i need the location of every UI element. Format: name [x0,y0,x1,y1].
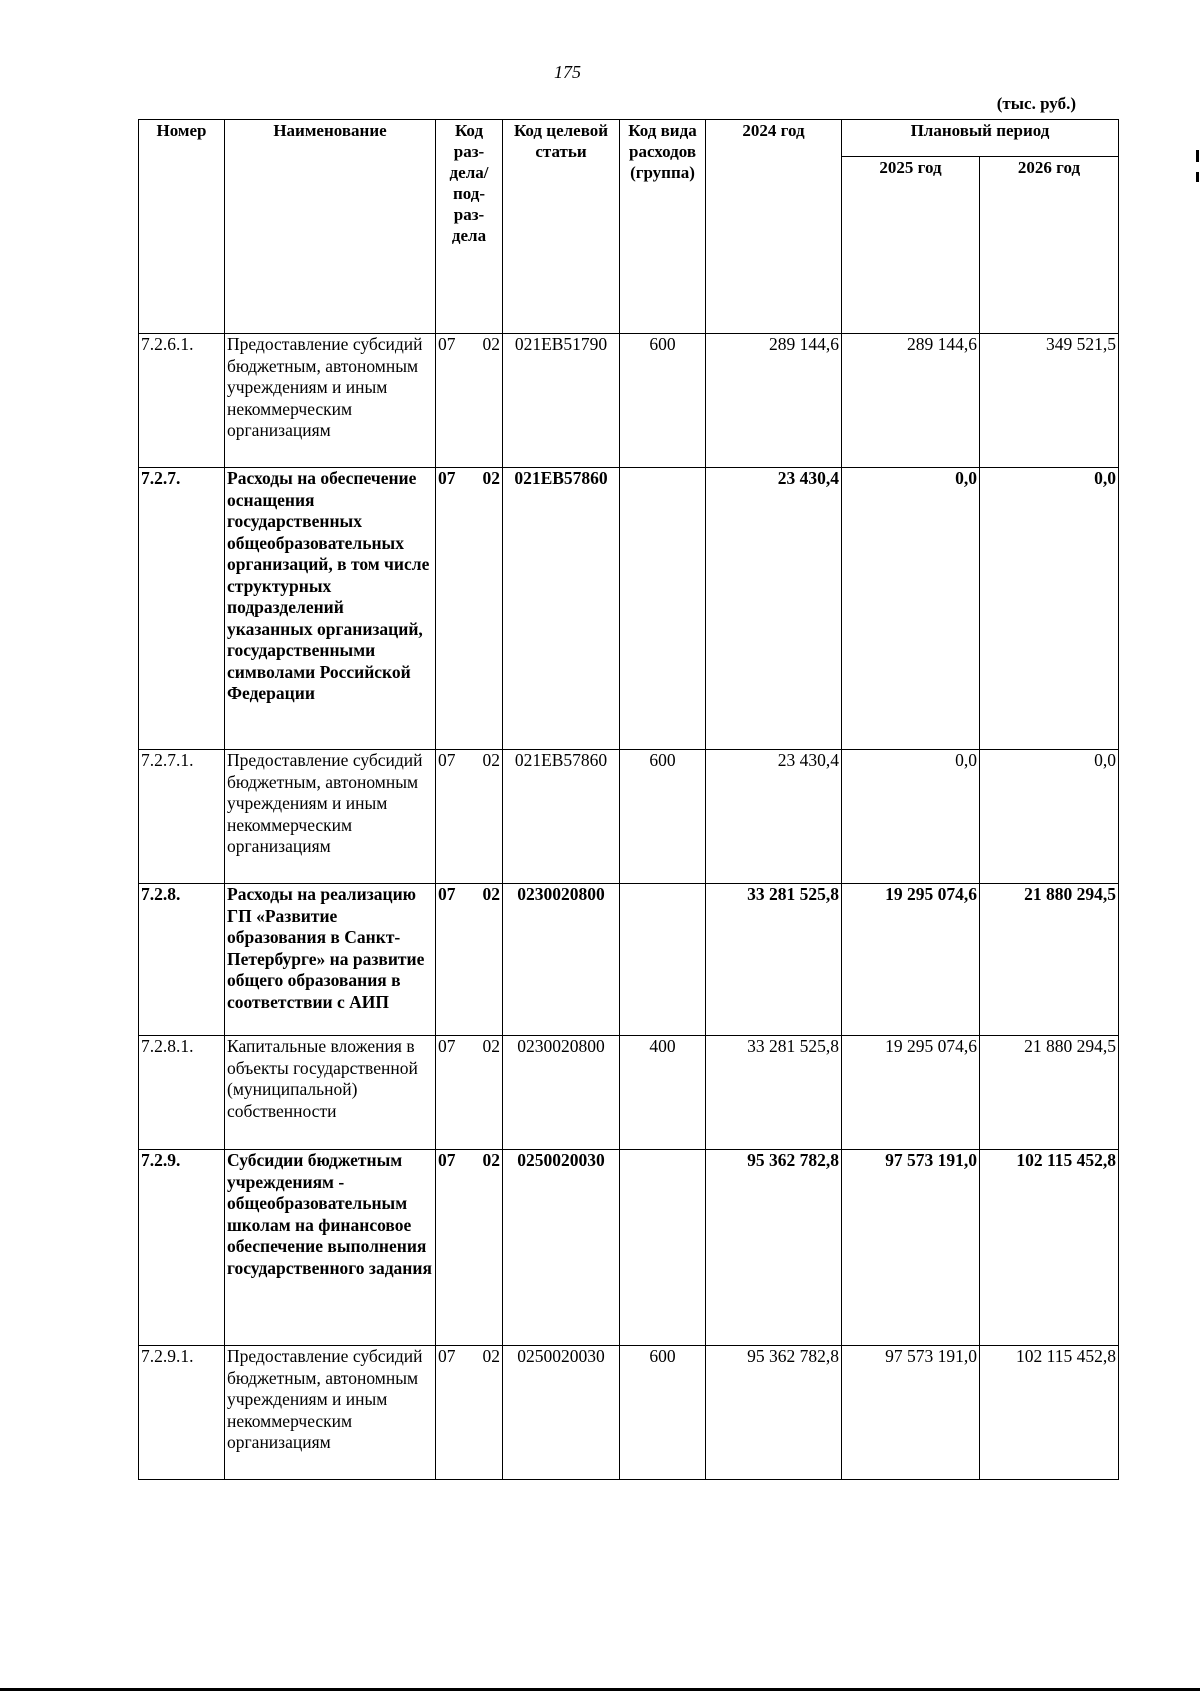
row-amount-2025: 97 573 191,0 [842,1346,980,1480]
row-amount-2025: 0,0 [842,750,980,884]
row-amount-2026: 349 521,5 [980,334,1119,468]
row-name: Предоставление субсидий бюджетным, автономным учреждениям и иным некоммерческим организациям [225,750,436,884]
row-subsection: 02 [482,334,500,354]
row-number: 7.2.7.1. [139,750,225,884]
page-number: 175 [554,62,581,82]
row-target-code: 0250020030 [503,1346,620,1480]
row-name: Субсидии бюджетным учреждениям - общеобразовательным школам на финансовое обеспечение выполнения государственного задания [225,1150,436,1346]
row-target-code: 021EB57860 [503,468,620,750]
table-row [139,1150,1119,1346]
scan-bottom-edge [0,1688,1200,1691]
row-amount-2024: 33 281 525,8 [706,1036,842,1150]
row-amount-2026: 21 880 294,5 [980,884,1119,1036]
row-section-code [436,750,503,884]
row-section: 07 [438,468,456,488]
row-section: 07 [438,884,456,904]
header-target-code: Код целевой статьи [503,120,620,334]
header-expense-kind: Код вида расходов (группа) [620,120,706,334]
row-name: Предоставление субсидий бюджетным, автономным учреждениям и иным некоммерческим организациям [225,334,436,468]
table-body [139,334,1119,1480]
header-year-2026: 2026 год [980,157,1119,334]
row-name: Капитальные вложения в объекты государственной (муниципальной) собственности [225,1036,436,1150]
scan-edge-mark [1196,150,1199,162]
table-row [139,884,1119,1036]
row-amount-2024: 95 362 782,8 [706,1150,842,1346]
header-planned-period: Плановый период [842,120,1119,157]
header-section-code: Код раз- дела/ под- раз- дела [436,120,503,334]
row-section-code [436,884,503,1036]
row-name: Расходы на реализацию ГП «Развитие образования в Санкт-Петербурге» на развитие общего образования в соответствии с АИП [225,884,436,1036]
scan-edge-mark [1196,172,1199,182]
row-section-code [436,1346,503,1480]
row-name: Предоставление субсидий бюджетным, автономным учреждениям и иным некоммерческим организациям [225,1346,436,1480]
row-section-code [436,1036,503,1150]
table-row [139,1036,1119,1150]
row-number: 7.2.6.1. [139,334,225,468]
row-expense-kind: 400 [620,1036,706,1150]
row-amount-2025: 19 295 074,6 [842,884,980,1036]
budget-table [138,119,1119,1480]
row-amount-2024: 23 430,4 [706,468,842,750]
row-amount-2025: 97 573 191,0 [842,1150,980,1346]
row-target-code: 021EB51790 [503,334,620,468]
row-amount-2024: 95 362 782,8 [706,1346,842,1480]
row-amount-2024: 23 430,4 [706,750,842,884]
row-section: 07 [438,334,456,354]
row-target-code: 0230020800 [503,1036,620,1150]
row-subsection: 02 [482,1036,500,1056]
header-number: Номер [139,120,225,334]
row-section-code [436,468,503,750]
row-subsection: 02 [482,750,500,770]
row-expense-kind: 600 [620,1346,706,1480]
row-section-code [436,334,503,468]
row-number: 7.2.9. [139,1150,225,1346]
row-amount-2024: 289 144,6 [706,334,842,468]
row-expense-kind [620,1150,706,1346]
row-amount-2024: 33 281 525,8 [706,884,842,1036]
header-year-2024: 2024 год [706,120,842,334]
row-section: 07 [438,1346,456,1366]
row-amount-2026: 102 115 452,8 [980,1150,1119,1346]
row-expense-kind: 600 [620,750,706,884]
row-amount-2025: 19 295 074,6 [842,1036,980,1150]
row-subsection: 02 [482,468,500,488]
row-target-code: 0250020030 [503,1150,620,1346]
row-number: 7.2.9.1. [139,1346,225,1480]
row-target-code: 0230020800 [503,884,620,1036]
row-expense-kind: 600 [620,334,706,468]
row-expense-kind [620,884,706,1036]
row-amount-2026: 0,0 [980,468,1119,750]
row-amount-2026: 21 880 294,5 [980,1036,1119,1150]
table-row [139,750,1119,884]
row-section: 07 [438,750,456,770]
row-subsection: 02 [482,1346,500,1366]
row-subsection: 02 [482,884,500,904]
table-row [139,1346,1119,1480]
row-section: 07 [438,1150,456,1170]
row-name: Расходы на обеспечение оснащения государственных общеобразовательных организаций, в том числе структурных подразделений указанных организаций, государственными символами Российской Федерации [225,468,436,750]
table-row [139,468,1119,750]
header-year-2025: 2025 год [842,157,980,334]
row-amount-2026: 0,0 [980,750,1119,884]
row-number: 7.2.8.1. [139,1036,225,1150]
header-name: Наименование [225,120,436,334]
row-number: 7.2.8. [139,884,225,1036]
units-label: (тыс. руб.) [996,94,1076,113]
row-expense-kind [620,468,706,750]
row-amount-2025: 0,0 [842,468,980,750]
row-section: 07 [438,1036,456,1056]
row-number: 7.2.7. [139,468,225,750]
row-amount-2026: 102 115 452,8 [980,1346,1119,1480]
row-amount-2025: 289 144,6 [842,334,980,468]
table-row [139,334,1119,468]
row-section-code [436,1150,503,1346]
row-subsection: 02 [482,1150,500,1170]
row-target-code: 021EB57860 [503,750,620,884]
